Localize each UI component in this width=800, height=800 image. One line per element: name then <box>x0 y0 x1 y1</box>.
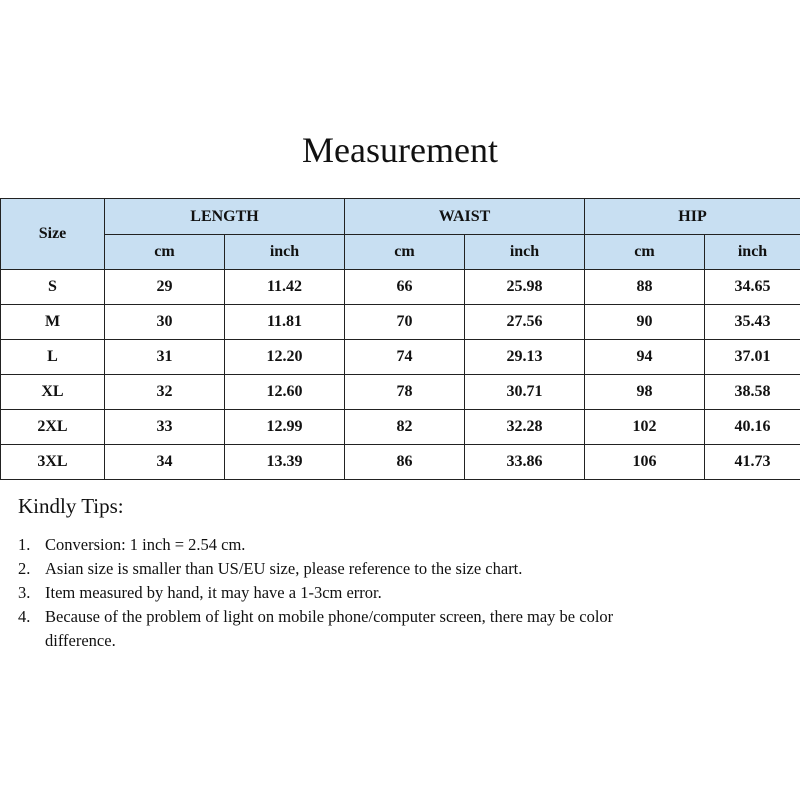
tip-number: 2. <box>18 559 31 578</box>
unit-header: cm <box>345 235 465 270</box>
size-chart-table <box>0 198 800 480</box>
measurement-cell: 41.73 <box>705 445 800 480</box>
measurement-cell: 78 <box>345 375 465 410</box>
tip-text: Conversion: 1 inch = 2.54 cm. <box>45 535 246 554</box>
table-group-header-row <box>1 199 800 235</box>
measurement-cell: 33 <box>105 410 225 445</box>
measurement-cell: 25.98 <box>465 270 585 305</box>
measurement-cell: 29.13 <box>465 340 585 375</box>
measurement-cell: 34 <box>105 445 225 480</box>
tip-number: 3. <box>18 583 31 602</box>
measurement-cell: 40.16 <box>705 410 800 445</box>
measurement-cell: 33.86 <box>465 445 585 480</box>
measurement-cell: 38.58 <box>705 375 800 410</box>
size-cell: M <box>1 305 105 340</box>
measurement-cell: 90 <box>585 305 705 340</box>
tip-item <box>18 605 718 653</box>
tip-item <box>18 581 718 605</box>
table-row <box>1 410 800 445</box>
tips-heading: Kindly Tips: <box>18 494 124 518</box>
table-row <box>1 270 800 305</box>
size-cell: XL <box>1 375 105 410</box>
measurement-cell: 74 <box>345 340 465 375</box>
tip-text: Because of the problem of light on mobile phone/computer screen, there may be color difference. <box>45 607 614 650</box>
tip-item <box>18 557 718 581</box>
unit-header: cm <box>585 235 705 270</box>
unit-header: cm <box>105 235 225 270</box>
unit-header: inch <box>705 235 800 270</box>
tip-text: Asian size is smaller than US/EU size, please reference to the size chart. <box>45 559 523 578</box>
page-title: Measurement <box>302 130 498 170</box>
measurement-cell: 30.71 <box>465 375 585 410</box>
measurement-cell: 32 <box>105 375 225 410</box>
unit-header: inch <box>465 235 585 270</box>
tip-number: 1. <box>18 535 31 554</box>
size-cell: L <box>1 340 105 375</box>
measurement-cell: 31 <box>105 340 225 375</box>
measurement-cell: 11.42 <box>225 270 345 305</box>
table-row <box>1 375 800 410</box>
measurement-cell: 32.28 <box>465 410 585 445</box>
measurement-cell: 34.65 <box>705 270 800 305</box>
measurement-cell: 30 <box>105 305 225 340</box>
group-header-length: LENGTH <box>105 199 345 235</box>
measurement-cell: 12.60 <box>225 375 345 410</box>
size-cell: 3XL <box>1 445 105 480</box>
measurement-cell: 12.99 <box>225 410 345 445</box>
measurement-cell: 94 <box>585 340 705 375</box>
size-cell: S <box>1 270 105 305</box>
measurement-cell: 66 <box>345 270 465 305</box>
tip-number: 4. <box>18 607 31 626</box>
table-unit-header-row <box>1 235 800 270</box>
measurement-cell: 70 <box>345 305 465 340</box>
measurement-cell: 82 <box>345 410 465 445</box>
group-header-waist: WAIST <box>345 199 585 235</box>
measurement-cell: 35.43 <box>705 305 800 340</box>
measurement-cell: 88 <box>585 270 705 305</box>
table-row <box>1 340 800 375</box>
group-header-hip: HIP <box>585 199 800 235</box>
tip-item <box>18 533 718 557</box>
table-row <box>1 305 800 340</box>
measurement-cell: 27.56 <box>465 305 585 340</box>
measurement-cell: 98 <box>585 375 705 410</box>
measurement-cell: 29 <box>105 270 225 305</box>
measurement-cell: 12.20 <box>225 340 345 375</box>
measurement-cell: 37.01 <box>705 340 800 375</box>
measurement-cell: 11.81 <box>225 305 345 340</box>
size-cell: 2XL <box>1 410 105 445</box>
size-column-header: Size <box>1 199 105 270</box>
tips-list <box>18 533 718 653</box>
tip-text: Item measured by hand, it may have a 1-3cm error. <box>45 583 382 602</box>
measurement-cell: 86 <box>345 445 465 480</box>
unit-header: inch <box>225 235 345 270</box>
table-body <box>1 270 800 480</box>
measurement-cell: 102 <box>585 410 705 445</box>
table-row <box>1 445 800 480</box>
measurement-cell: 13.39 <box>225 445 345 480</box>
measurement-cell: 106 <box>585 445 705 480</box>
